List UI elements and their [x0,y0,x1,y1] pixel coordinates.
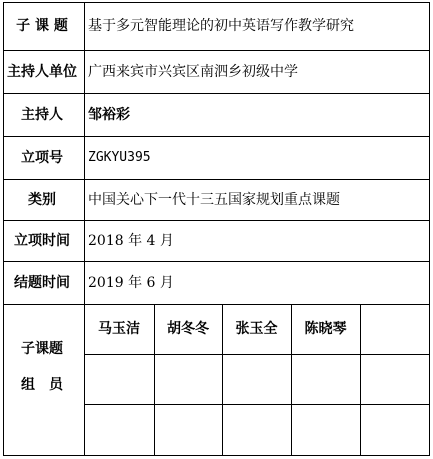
project-number-value: ZGKYU395 [88,150,151,165]
host-organization-label: 主持人单位 [7,64,77,80]
member-name: 马玉洁 [98,321,140,337]
subproject-label: 子 课 题 [16,18,68,34]
row-border [3,2,429,3]
member-grid-border [84,404,429,405]
subproject-title: 基于多元智能理论的初中英语写作教学研究 [88,18,354,34]
row-border [3,261,429,262]
member-name: 胡冬冬 [167,321,209,337]
completion-date-label: 结题时间 [14,275,70,291]
column-border [84,2,85,456]
completion-date-value: 2019 年 6 月 [88,275,174,291]
members-label-line1: 子课题 [21,341,63,357]
member-name: 陈晓琴 [304,321,347,337]
member-grid-border [84,354,429,355]
project-number-label: 立项号 [21,150,63,166]
column-border [429,2,430,456]
host-person-value: 邹裕彩 [88,107,130,123]
row-border [3,93,429,94]
row-border [3,220,429,221]
category-value: 中国关心下一代十三五国家规划重点课题 [88,192,340,208]
row-border [3,50,429,51]
host-person-label: 主持人 [21,107,63,123]
row-border [3,304,429,305]
approval-date-value: 2018 年 4 月 [88,233,174,249]
host-organization-value: 广西来宾市兴宾区南泗乡初级中学 [88,64,298,80]
member-name: 张玉全 [235,321,278,337]
row-border [3,136,429,137]
category-label: 类别 [28,192,56,208]
members-label-line2: 组 员 [21,377,63,393]
row-border [3,455,429,456]
approval-date-label: 立项时间 [14,233,70,249]
member-grid-border [360,304,361,456]
row-border [3,179,429,180]
